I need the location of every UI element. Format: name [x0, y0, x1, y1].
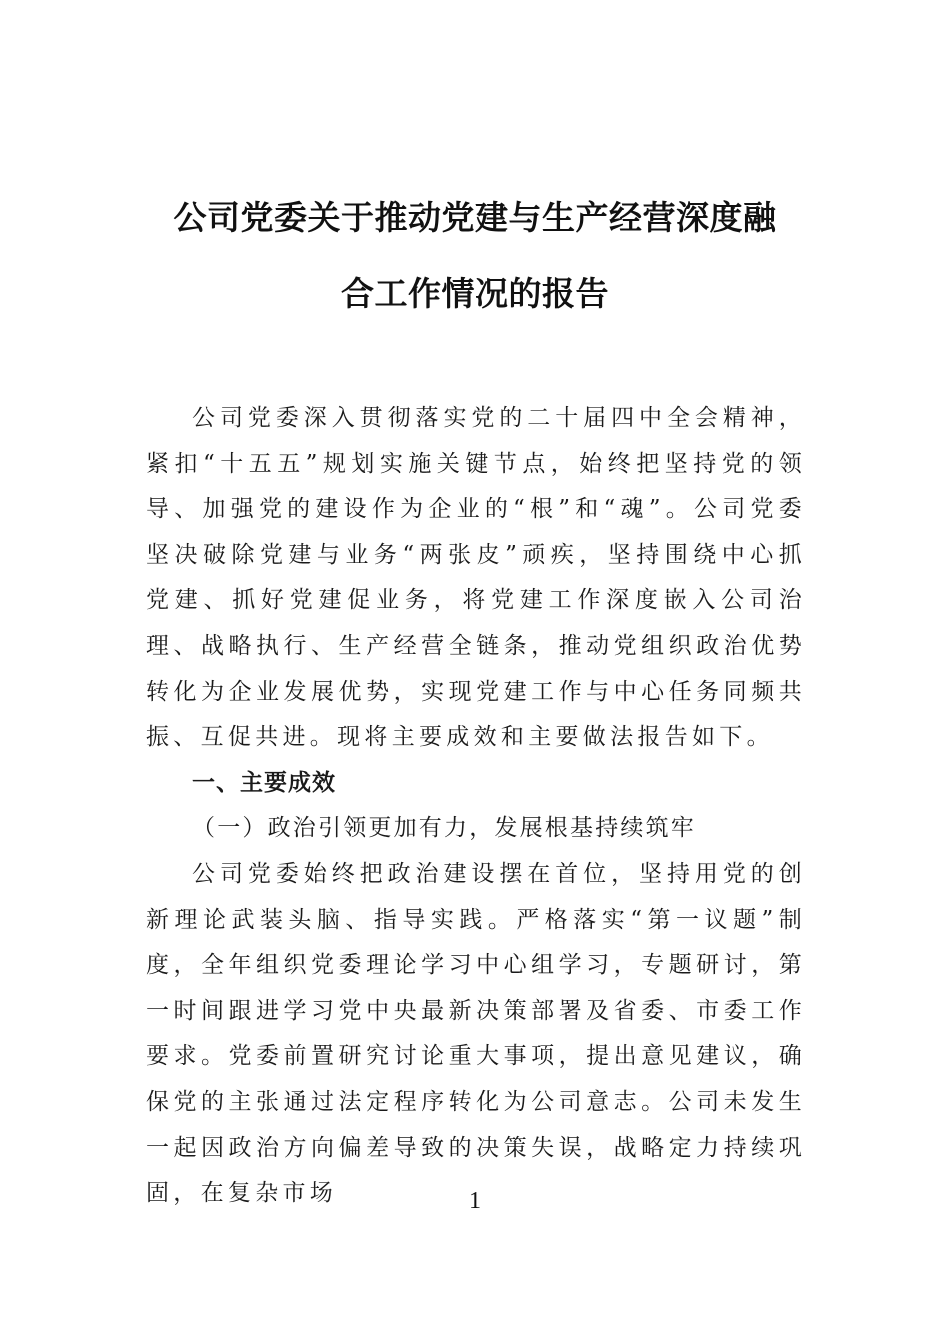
document-title [120, 180, 830, 332]
title-line-1: 公司党委关于推动党建与生产经营深度融 [173, 198, 777, 237]
page-number: 1 [469, 1188, 481, 1214]
section-heading: 一、主要成效 [192, 769, 336, 796]
subsection-heading: （一）政治引领更加有力，发展根基持续筑牢 [192, 815, 696, 842]
document-body [146, 396, 806, 1217]
body-paragraph: 公司党委始终把政治建设摆在首位，坚持用党的创新理论武装头脑、指导实践。严格落实“第一议题”制度，全年组织党委理论学习中心组学习，专题研讨，第一时间跟进学习党中央最新决策部署及省委、市委工作要求。党委前置研究讨论重大事项，提出意见建议，确保党的主张通过法定程序转化为公司意志。公司未发生一起因政治方向偏差导致的决策失误，战略定力持续巩固，在复杂市场 [146, 860, 806, 1207]
title-line-2: 合工作情况的报告 [341, 274, 609, 313]
intro-paragraph: 公司党委深入贯彻落实党的二十届四中全会精神，紧扣“十五五”规划实施关键节点，始终把坚持党的领导、加强党的建设作为企业的“根”和“魂”。公司党委坚决破除党建与业务“两张皮”顽疾，坚持围绕中心抓党建、抓好党建促业务，将党建工作深度嵌入公司治理、战略执行、生产经营全链条，推动党组织政治优势转化为企业发展优势，实现党建工作与中心任务同频共振、互促共进。现将主要成效和主要做法报告如下。 [146, 405, 806, 751]
